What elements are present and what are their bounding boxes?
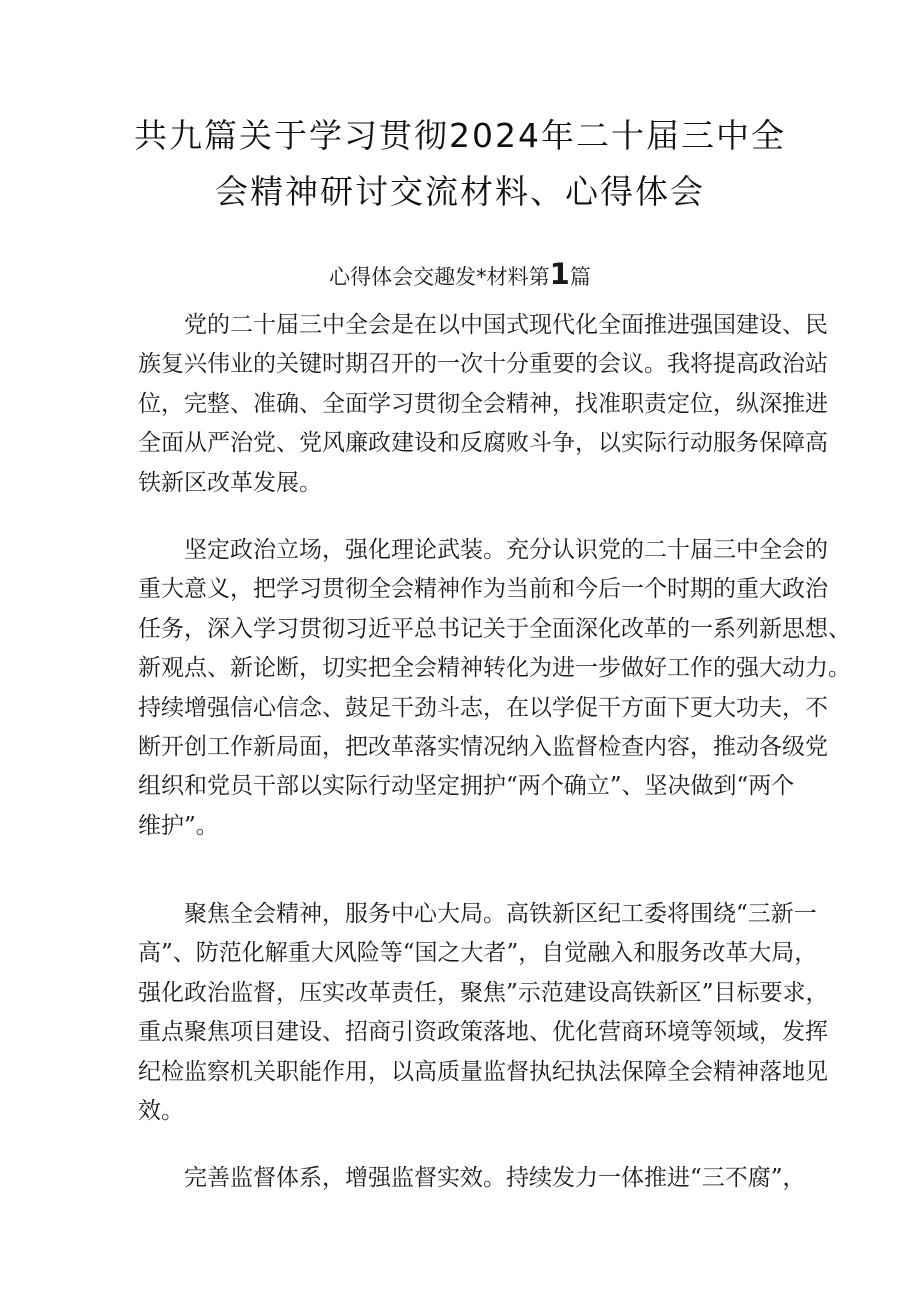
paragraph-3	[138, 895, 829, 1131]
paragraph-line: 坚定政治立场，强化理论武装。充分认识党的二十届三中全会的	[184, 537, 828, 563]
paragraph-line: 组织和党员干部以实际行动坚定拥护“两个确立”、坚决做到“两个	[138, 773, 795, 800]
paragraph-4	[138, 1159, 806, 1198]
section-heading	[140, 254, 780, 297]
paragraph-1	[138, 306, 828, 503]
paragraph-line: 聚焦全会精神，服务中心大局。高铁新区纪工委将围绕“三新一	[184, 901, 817, 927]
paragraph-2	[138, 531, 851, 846]
paragraph-line: 铁新区改革发展。	[138, 469, 322, 496]
paragraph-line: 完善监督体系，增强监督实效。持续发力一体推进“三不腐”，	[184, 1165, 806, 1191]
paragraph-line: 任务，深入学习贯彻习近平总书记关于全面深化改革的一系列新思想、	[138, 615, 851, 642]
paragraph-line: 维护”。	[138, 812, 219, 839]
paragraph-line: 全面从严治党、党风廉政建设和反腐败斗争，以实际行动服务保障高	[138, 430, 828, 457]
paragraph-line: 高”、防范化解重大风险等“国之大者”，自觉融入和服务改革大局，	[138, 940, 818, 967]
section-heading-suffix: 篇	[569, 265, 591, 289]
paragraph-line: 新观点、新论断，切实把全会精神转化为进一步做好工作的强大动力。	[138, 655, 851, 682]
paragraph-line: 纪检监察机关职能作用，以高质量监督执纪执法保障全会精神落地见	[138, 1058, 828, 1085]
section-heading-text: 心得体会交趣发*材料第	[329, 265, 550, 289]
paragraph-line: 效。	[138, 1098, 184, 1125]
paragraph-line: 党的二十届三中全会是在以中国式现代化全面推进强国建设、民	[184, 312, 828, 338]
title-line-1: 共九篇关于学习贯彻2024年二十届三中全	[134, 116, 786, 155]
paragraph-line: 位，完整、准确、全面学习贯彻全会精神，找准职责定位，纵深推进	[138, 390, 828, 417]
document-title	[100, 108, 820, 220]
paragraph-line: 重点聚焦项目建设、招商引资政策落地、优化营商环境等领域，发挥	[138, 1019, 828, 1046]
paragraph-line: 持续增强信心信念、鼓足干劲斗志，在以学促干方面下更大功夫，不	[138, 694, 828, 721]
paragraph-line: 重大意义，把学习贯彻全会精神作为当前和今后一个时期的重大政治	[138, 576, 828, 603]
section-heading-number: 1	[549, 257, 570, 291]
paragraph-line: 断开创工作新局面，把改革落实情况纳入监督检查内容，推动各级党	[138, 734, 828, 761]
title-line-2: 会精神研讨交流材料、心得体会	[215, 172, 705, 211]
paragraph-line: 强化政治监督，压实改革责任，聚焦”示范建设高铁新区”目标要求，	[138, 979, 829, 1006]
paragraph-line: 族复兴伟业的关键时期召开的一次十分重要的会议。我将提高政治站	[138, 351, 828, 378]
